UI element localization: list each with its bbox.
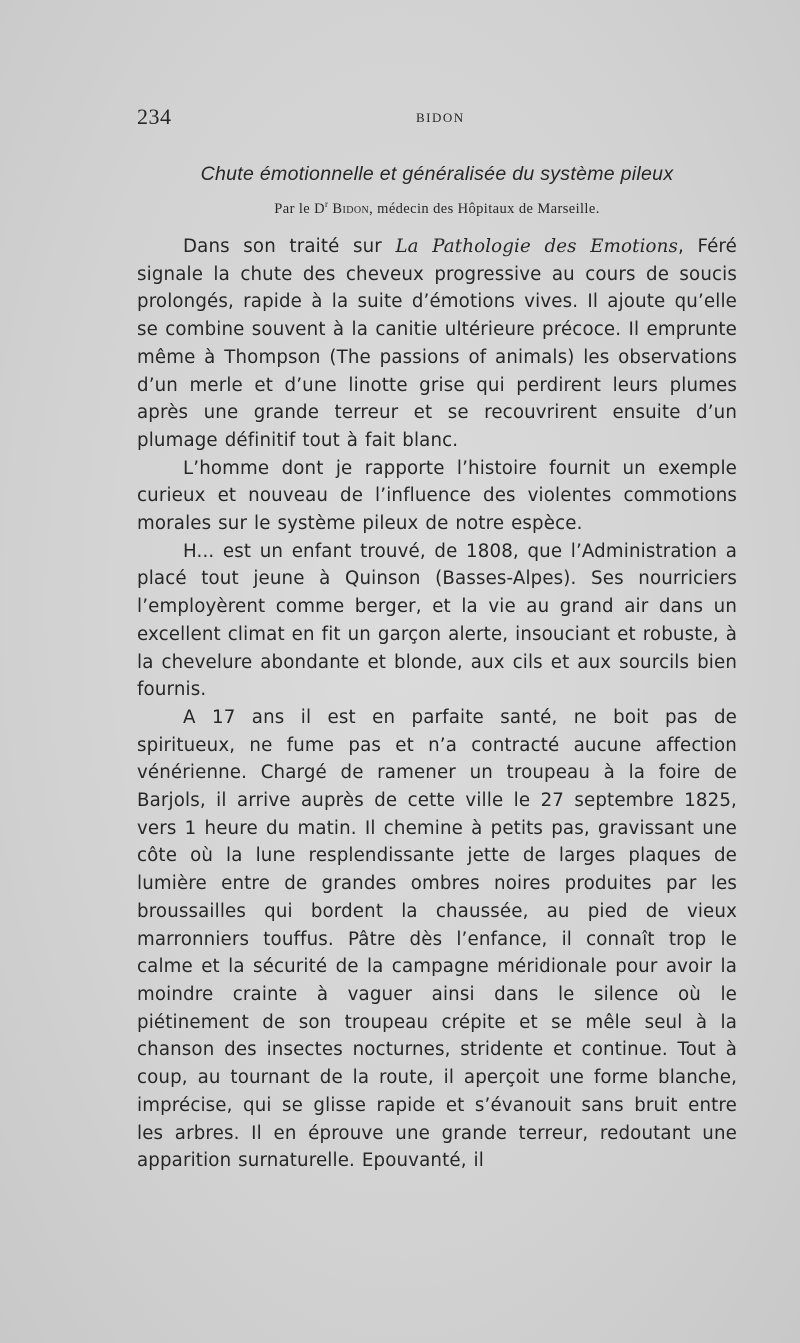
- running-head: [137, 104, 737, 128]
- byline-suffix: , médecin des Hôpitaux de Marseille.: [369, 200, 600, 217]
- byline-author: Bidon: [332, 200, 370, 217]
- paragraph-3: H... est un enfant trouvé, de 1808, que l’Administration a placé tout jeune à Quinson (Basses-Alpes). Ses nourriciers l’employèrent comme berger, et la vie au grand air dans un excellent climat en fit un garçon alerte, insouciant et robuste, à la chevelure abondante et blonde, aux cils et aux sourcils bien fournis.: [137, 540, 737, 701]
- page-number: 234: [137, 104, 172, 129]
- byline: [137, 199, 737, 218]
- paragraph-4: A 17 ans il est en parfaite santé, ne boit pas de spiritueux, ne fume pas et n’a contracté aucune affection vénérienne. Chargé de ramener un troupeau à la foire de Barjols, il arrive auprès de cette ville le 27 septembre 1825, vers 1 heure du matin. Il chemine à petits pas, gravissant une côte où la lune resplendissante jette de larges plaques de lumière entre de grandes ombres noires produites par les broussailles qui bordent la chaussée, au pied de vieux marronniers touffus. Pâtre dès l’enfance, il connaît trop le calme et la sécurité de la campagne méridionale pour avoir la moindre crainte à vaguer ainsi dans le silence où le piétinement de son troupeau crépite et se mêle seul à la chanson des insectes nocturnes, stridente et continue. Tout à coup, au tournant de la route, il aperçoit une forme blanche, imprécise, qui se glisse rapide et s’évanouit sans bruit entre les arbres. Il en éprouve une grande terreur, redoutant une apparition surnaturelle. Epouvanté, il: [137, 706, 737, 1172]
- book-title-italic: La Pathologie des Emotions: [395, 236, 678, 257]
- paragraph-2: L’homme dont je rapporte l’histoire fournit un exemple curieux et nouveau de l’influence des violentes commotions morales sur le système pileux de notre espèce.: [137, 457, 737, 535]
- paragraph-1-rest: , Féré signale la chute des cheveux progressive au cours de soucis prolongés, rapide à la suite d’émotions vives. Il ajoute qu’elle se combine souvent à la canitie ultérieure précoce. Il emprunte même à Thompson (The passions of animals) les observations d’un merle et d’une linotte grise qui perdirent leurs plumes après une grande terreur et se recouvrirent ensuite d’un plumage définitif tout à fait blanc.: [137, 236, 737, 451]
- paragraph-1-start: Dans son traité sur: [183, 236, 396, 257]
- body-text: [137, 233, 737, 1175]
- article-title: Chute émotionnelle et généralisée du système pileux: [200, 163, 674, 185]
- running-title: BIDON: [416, 110, 465, 125]
- byline-prefix: Par le D: [274, 200, 325, 217]
- byline-superscript: r: [324, 199, 329, 209]
- paragraph-1: [137, 233, 737, 455]
